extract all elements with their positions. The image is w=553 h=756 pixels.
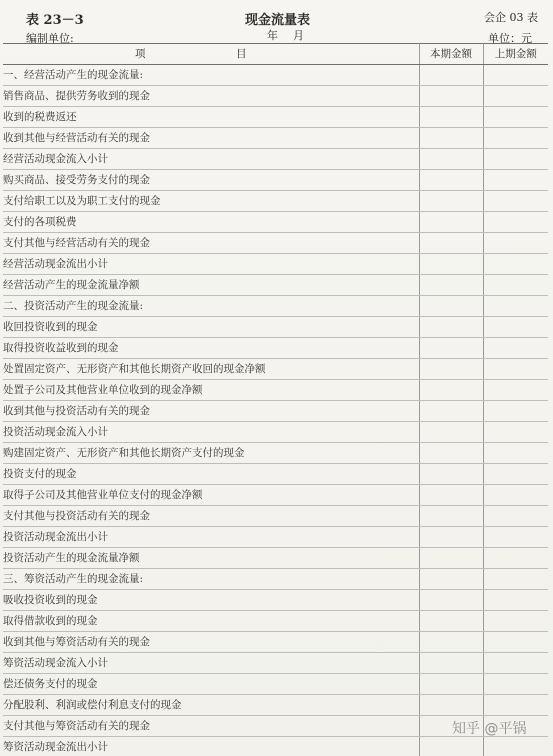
current-amount-cell [419, 380, 483, 401]
row-label: 收到其他与筹资活动有关的现金 [3, 632, 419, 653]
current-amount-cell [419, 233, 483, 254]
row-label: 支付其他与经营活动有关的现金 [3, 233, 419, 254]
previous-amount-cell [483, 359, 548, 380]
table-row [3, 527, 548, 548]
table-row [3, 107, 548, 128]
row-label: 投资活动产生的现金流量净额 [3, 548, 419, 569]
column-header-previous: 上期金额 [483, 44, 548, 65]
current-amount-cell [419, 359, 483, 380]
previous-amount-cell [483, 653, 548, 674]
table-row [3, 191, 548, 212]
table-row [3, 170, 548, 191]
current-amount-cell [419, 338, 483, 359]
column-header-current: 本期金额 [419, 44, 483, 65]
row-label: 购建固定资产、无形资产和其他长期资产支付的现金 [3, 443, 419, 464]
table-row [3, 548, 548, 569]
source-watermark: 知乎 @平锅 [452, 721, 527, 737]
previous-amount-cell [483, 611, 548, 632]
previous-amount-cell [483, 233, 548, 254]
current-amount-cell [419, 296, 483, 317]
row-label: 取得借款收到的现金 [3, 611, 419, 632]
table-body [3, 65, 548, 756]
previous-amount-cell [483, 506, 548, 527]
previous-amount-cell [483, 590, 548, 611]
current-amount-cell [419, 422, 483, 443]
table-row [3, 485, 548, 506]
row-label: 三、筹资活动产生的现金流量: [3, 569, 419, 590]
table-row [3, 380, 548, 401]
current-amount-cell [419, 212, 483, 233]
current-amount-cell [419, 653, 483, 674]
previous-amount-cell [483, 296, 548, 317]
current-amount-cell [419, 149, 483, 170]
table-row [3, 317, 548, 338]
table-row [3, 653, 548, 674]
current-amount-cell [419, 527, 483, 548]
row-label: 支付其他与投资活动有关的现金 [3, 506, 419, 527]
previous-amount-cell [483, 317, 548, 338]
table-row [3, 590, 548, 611]
previous-amount-cell [483, 485, 548, 506]
current-amount-cell [419, 611, 483, 632]
current-amount-cell [419, 401, 483, 422]
current-amount-cell [419, 737, 483, 756]
current-amount-cell [419, 170, 483, 191]
table-row [3, 212, 548, 233]
currency-unit: 单位：元 [488, 32, 532, 45]
previous-amount-cell [483, 422, 548, 443]
table-row [3, 506, 548, 527]
row-label: 分配股利、利润或偿付利息支付的现金 [3, 695, 419, 716]
current-amount-cell [419, 590, 483, 611]
cash-flow-table [3, 43, 548, 756]
table-row [3, 737, 548, 756]
previous-amount-cell [483, 191, 548, 212]
table-row [3, 422, 548, 443]
row-label: 取得子公司及其他营业单位支付的现金净额 [3, 485, 419, 506]
previous-amount-cell [483, 149, 548, 170]
table-row [3, 254, 548, 275]
previous-amount-cell [483, 569, 548, 590]
current-amount-cell [419, 485, 483, 506]
previous-amount-cell [483, 548, 548, 569]
current-amount-cell [419, 443, 483, 464]
current-amount-cell [419, 548, 483, 569]
table-row [3, 65, 548, 86]
current-amount-cell [419, 65, 483, 86]
row-label: 处置固定资产、无形资产和其他长期资产收回的现金净额 [3, 359, 419, 380]
previous-amount-cell [483, 380, 548, 401]
current-amount-cell [419, 317, 483, 338]
previous-amount-cell [483, 107, 548, 128]
row-label: 投资活动现金流入小计 [3, 422, 419, 443]
table-row [3, 275, 548, 296]
previous-amount-cell [483, 128, 548, 149]
current-amount-cell [419, 569, 483, 590]
previous-amount-cell [483, 443, 548, 464]
table-row [3, 443, 548, 464]
previous-amount-cell [483, 464, 548, 485]
row-label: 一、经营活动产生的现金流量: [3, 65, 419, 86]
row-label: 筹资活动现金流入小计 [3, 653, 419, 674]
previous-amount-cell [483, 65, 548, 86]
row-label: 经营活动产生的现金流量净额 [3, 275, 419, 296]
table-row [3, 674, 548, 695]
row-label: 吸收投资收到的现金 [3, 590, 419, 611]
previous-amount-cell [483, 338, 548, 359]
table-row [3, 338, 548, 359]
table-row [3, 128, 548, 149]
column-header-item: 项 目 [3, 44, 419, 65]
previous-amount-cell [483, 275, 548, 296]
table-row [3, 401, 548, 422]
current-amount-cell [419, 275, 483, 296]
row-label: 支付其他与筹资活动有关的现金 [3, 716, 419, 737]
table-number: 表 23－3 [26, 13, 84, 28]
row-label: 购买商品、接受劳务支付的现金 [3, 170, 419, 191]
row-label: 偿还债务支付的现金 [3, 674, 419, 695]
row-label: 经营活动现金流出小计 [3, 254, 419, 275]
previous-amount-cell [483, 254, 548, 275]
current-amount-cell [419, 86, 483, 107]
row-label: 筹资活动现金流出小计 [3, 737, 419, 756]
previous-amount-cell [483, 86, 548, 107]
current-amount-cell [419, 506, 483, 527]
row-label: 二、投资活动产生的现金流量: [3, 296, 419, 317]
reporting-entity-label: 编制单位: [26, 32, 74, 45]
row-label: 收到其他与投资活动有关的现金 [3, 401, 419, 422]
row-label: 收回投资收到的现金 [3, 317, 419, 338]
row-label: 经营活动现金流入小计 [3, 149, 419, 170]
table-row [3, 695, 548, 716]
previous-amount-cell [483, 401, 548, 422]
current-amount-cell [419, 107, 483, 128]
previous-amount-cell [483, 695, 548, 716]
table-row [3, 464, 548, 485]
current-amount-cell [419, 695, 483, 716]
previous-amount-cell [483, 170, 548, 191]
form-number: 会企 03 表 [484, 11, 538, 24]
current-amount-cell [419, 632, 483, 653]
table-row [3, 632, 548, 653]
row-label: 投资支付的现金 [3, 464, 419, 485]
row-label: 处置子公司及其他营业单位收到的现金净额 [3, 380, 419, 401]
current-amount-cell [419, 191, 483, 212]
statement-title: 现金流量表 [245, 13, 311, 28]
previous-amount-cell [483, 632, 548, 653]
row-label: 取得投资收益收到的现金 [3, 338, 419, 359]
table-row [3, 569, 548, 590]
row-label: 收到其他与经营活动有关的现金 [3, 128, 419, 149]
previous-amount-cell [483, 212, 548, 233]
row-label: 投资活动现金流出小计 [3, 527, 419, 548]
row-label: 销售商品、提供劳务收到的现金 [3, 86, 419, 107]
row-label: 收到的税费返还 [3, 107, 419, 128]
row-label: 支付给职工以及为职工支付的现金 [3, 191, 419, 212]
previous-amount-cell [483, 527, 548, 548]
previous-amount-cell [483, 737, 548, 756]
table-row [3, 359, 548, 380]
previous-amount-cell [483, 674, 548, 695]
current-amount-cell [419, 674, 483, 695]
table-row [3, 611, 548, 632]
table-row [3, 149, 548, 170]
period-label: 年 月 [267, 29, 306, 42]
row-label: 支付的各项税费 [3, 212, 419, 233]
table-row [3, 233, 548, 254]
current-amount-cell [419, 128, 483, 149]
table-row [3, 296, 548, 317]
current-amount-cell [419, 254, 483, 275]
table-header-row [3, 44, 548, 65]
table-row [3, 86, 548, 107]
current-amount-cell [419, 464, 483, 485]
